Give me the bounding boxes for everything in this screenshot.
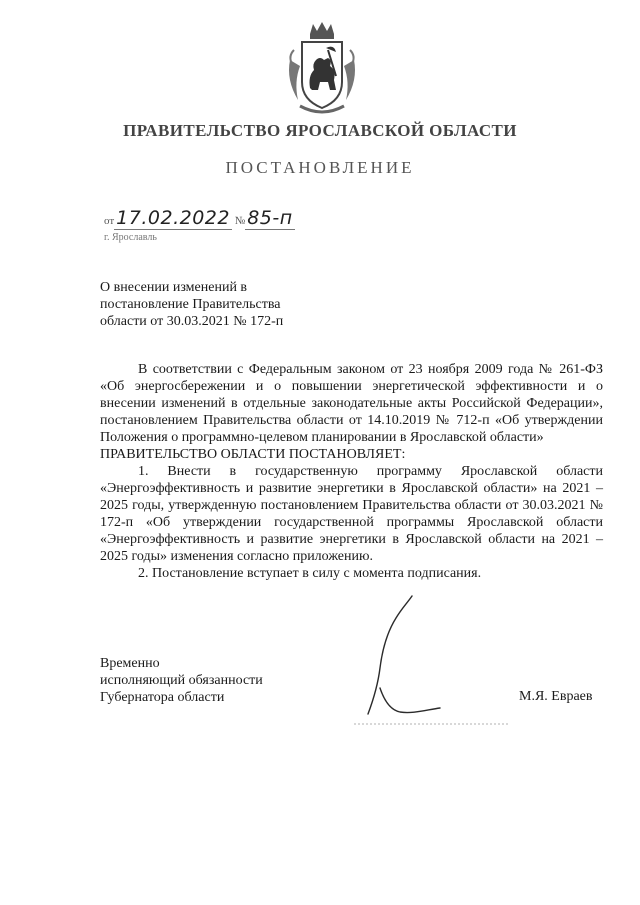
document-subject [100,279,283,330]
document-body [100,361,603,582]
subject-line: постановление Правительства [100,297,281,312]
date-prefix: от [104,215,115,227]
preamble-paragraph: В соответствии с Федеральным законом от 23 ноября 2009 года № 261-ФЗ «Об энергосбережении и о повышении энергетической эффективности и о внесении изменений в отдельные законодательные акты Российской Федерации», постановлением Правительства области от 14.10.2019 № 712-п «Об утверждении Положения о программно-целевом планировании в Ярославской области» [100,362,603,445]
number-prefix: № [234,215,246,227]
position-line: исполняющий обязанности [100,673,263,688]
city-label: г. Ярославль [104,232,157,243]
signatory-position [100,655,263,706]
document-date: 17.02.2022 [116,207,230,229]
position-line: Губернатора области [100,690,225,705]
registration-line [104,207,295,231]
document-number: 85-п [247,207,293,229]
coat-of-arms-icon [280,20,364,120]
subject-line: области от 30.03.2021 № 172-п [100,314,284,329]
resolution-item-1: 1. Внести в государственную программу Ярославской области «Энергоэффективность и развитие энергетики в Ярославской области» на 2021 – 2025 годы, утвержденную постановлением Правительства области от 30.03.2021 № 172-п «Об утверждении государственной программы Ярославской области «Энергоэффективность и развитие энергетики в Ярославской области на 2021 – 2025 годы» изменения согласно приложению. [100,464,603,564]
subject-line: О внесении изменений в [100,280,248,295]
position-line: Временно [100,656,160,671]
government-title: ПРАВИТЕЛЬСТВО ЯРОСЛАВСКОЙ ОБЛАСТИ [123,121,517,140]
resolution-heading: ПРАВИТЕЛЬСТВО ОБЛАСТИ ПОСТАНОВЛЯЕТ: [100,447,406,462]
handwritten-signature [340,588,520,728]
resolution-item-2: 2. Постановление вступает в силу с момента подписания. [138,566,482,581]
document-type-title: ПОСТАНОВЛЕНИЕ [225,158,415,177]
signatory-name: М.Я. Евраев [519,689,593,704]
